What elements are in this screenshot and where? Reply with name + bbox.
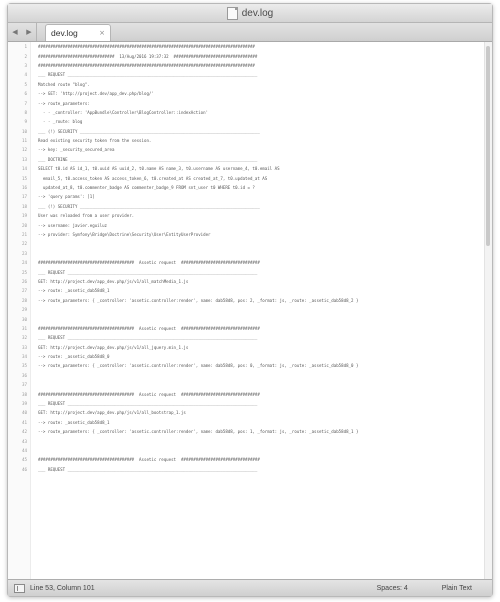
code-line[interactable] xyxy=(21,211,484,220)
tab-navigation xyxy=(8,23,37,41)
code-line[interactable] xyxy=(21,399,484,408)
line-text: GET: http://project.dev/app_dev.php/js/v1/all_matchMedia_1.js xyxy=(38,278,189,284)
code-line[interactable] xyxy=(21,296,484,305)
code-line[interactable] xyxy=(24,89,484,98)
line-number: 26 xyxy=(21,278,27,284)
line-text: --> route: _assetic_dab58d8_0 xyxy=(38,354,110,360)
code-line[interactable] xyxy=(21,333,484,342)
line-text: ___ REQUEST _____________________________________________________________________________ xyxy=(38,72,258,78)
line-text: ####################################### Assetic request ################################ xyxy=(38,325,260,331)
line-number: 37 xyxy=(21,382,27,388)
line-text: ############################### 13/Aug/2016 19:37:32 ################################## xyxy=(38,53,258,59)
line-number: 32 xyxy=(21,335,27,341)
line-text: ####################################### Assetic request ################################ xyxy=(38,260,260,266)
code-line[interactable] xyxy=(21,427,484,436)
code-line[interactable] xyxy=(21,267,484,276)
code-line[interactable] xyxy=(21,183,484,192)
line-text: --> username: javier.eguiluz xyxy=(38,222,108,228)
tab-label: dev.log xyxy=(51,28,78,38)
code-line[interactable] xyxy=(21,361,484,370)
line-number: 16 xyxy=(21,185,27,191)
line-text: · · _route: blog xyxy=(38,119,83,125)
line-text: ######################################################################################## xyxy=(38,62,255,68)
editor-window xyxy=(7,3,493,597)
code-line[interactable] xyxy=(21,220,484,229)
line-number: 13 xyxy=(21,156,27,162)
line-text: ___ (!) SECURITY _________________________________________________________________________ xyxy=(38,203,260,209)
line-text: User was reloaded from a user provider. xyxy=(38,213,135,219)
code-line[interactable] xyxy=(21,258,484,267)
line-number: 25 xyxy=(21,269,27,275)
line-text: --> key: _security_secured_area xyxy=(38,147,115,153)
line-text: SELECT t0.id AS id_1, t0.uuid AS uuid_2, t0.name AS name_3, t0.username AS username_4, t0.email AS xyxy=(38,166,280,172)
line-number: 11 xyxy=(21,138,27,144)
line-number: 6 xyxy=(24,91,27,97)
line-number: 46 xyxy=(21,466,27,472)
line-number: 8 xyxy=(24,109,27,115)
line-number: 23 xyxy=(21,250,27,256)
code-line[interactable] xyxy=(24,98,484,107)
line-text: · · _controller: 'AppBundle\Controller\BlogController::indexAction' xyxy=(38,109,209,115)
line-number: 45 xyxy=(21,457,27,463)
title-bar xyxy=(8,4,492,23)
line-text: --> route_parameters: { _controller: 'assetic.controller:render', name: dab58d8, pos: 1, _format: js, _route: _assetic_dab58d8_1 } xyxy=(38,429,359,435)
line-text: updated_at_8, t0.commenter_badge AS commenter_badge_9 FROM snt_user t0 WHERE t0.id = ? xyxy=(38,185,255,191)
code-line[interactable] xyxy=(21,145,484,154)
code-line[interactable] xyxy=(21,249,484,258)
status-bar xyxy=(8,579,492,596)
line-text: GET: http://project.dev/app_dev.php/js/v1/all_jquery.min_1.js xyxy=(38,344,189,350)
line-number: 42 xyxy=(21,429,27,435)
code-line[interactable] xyxy=(21,305,484,314)
line-number: 17 xyxy=(21,194,27,200)
code-line[interactable] xyxy=(21,371,484,380)
code-line[interactable] xyxy=(21,239,484,248)
line-number: 35 xyxy=(21,363,27,369)
line-number: 22 xyxy=(21,241,27,247)
scrollbar-thumb[interactable] xyxy=(486,46,490,246)
code-line[interactable] xyxy=(21,202,484,211)
tab-bar xyxy=(8,23,492,42)
code-line[interactable] xyxy=(21,136,484,145)
tab-dev-log[interactable] xyxy=(45,24,111,41)
line-text: ___ REQUEST _____________________________________________________________________________ xyxy=(38,401,258,407)
code-line[interactable] xyxy=(21,436,484,445)
code-line[interactable] xyxy=(21,155,484,164)
line-number: 12 xyxy=(21,147,27,153)
line-number: 19 xyxy=(21,213,27,219)
code-line[interactable] xyxy=(21,192,484,201)
code-line[interactable] xyxy=(21,465,484,474)
code-line[interactable] xyxy=(24,80,484,89)
line-text: ######################################################################################## xyxy=(38,44,255,50)
line-text: --> provider: Symfony\Bridge\Doctrine\Security\User\EntityUserProvider xyxy=(38,232,211,237)
line-number: 14 xyxy=(21,166,27,172)
code-area[interactable] xyxy=(21,42,484,580)
code-line[interactable] xyxy=(21,127,484,136)
line-number: 20 xyxy=(21,222,27,228)
forward-arrow-icon[interactable]: ▶ xyxy=(26,28,32,36)
line-number: 7 xyxy=(24,100,27,106)
line-number: 5 xyxy=(24,81,27,87)
line-number: 9 xyxy=(24,119,27,125)
code-line[interactable] xyxy=(21,230,484,239)
code-line[interactable] xyxy=(21,418,484,427)
panel-toggle-icon[interactable] xyxy=(14,584,25,593)
line-text: --> route_parameters: { _controller: 'assetic.controller:render', name: dab58d8, pos: 0, _format: js, _route: _assetic_dab58d8_0 } xyxy=(38,363,359,369)
line-text: --> GET: 'http://project.dev/app_dev.php/blog/' xyxy=(38,91,154,97)
code-line[interactable] xyxy=(21,380,484,389)
line-number: 10 xyxy=(21,128,27,134)
document-icon xyxy=(227,7,238,20)
syntax-mode[interactable]: Plain Text xyxy=(441,584,472,592)
code-line[interactable] xyxy=(21,389,484,398)
code-line[interactable] xyxy=(24,117,484,126)
line-number: 39 xyxy=(21,401,27,407)
code-line[interactable] xyxy=(21,324,484,333)
line-text: ___ REQUEST _____________________________________________________________________________ xyxy=(38,466,258,472)
line-text: ___ DOCTRINE ____________________________________________________________________________ xyxy=(38,156,258,162)
line-number: 2 xyxy=(24,53,27,59)
code-line[interactable] xyxy=(24,108,484,117)
code-line[interactable] xyxy=(21,314,484,323)
line-text: email_5, t0.access_token AS access_token_6, t0.created_at AS created_at_7, t0.updated_at AS xyxy=(38,175,268,181)
vertical-scrollbar[interactable] xyxy=(484,42,492,580)
line-number: 1 xyxy=(24,44,27,50)
cursor-position: Line 53, Column 101 xyxy=(30,584,95,592)
code-line[interactable] xyxy=(21,277,484,286)
line-text: --> route_parameters: xyxy=(38,100,90,106)
code-line[interactable] xyxy=(21,455,484,464)
code-line[interactable] xyxy=(24,42,484,51)
line-text: ___ REQUEST _____________________________________________________________________________ xyxy=(38,269,258,275)
code-line[interactable] xyxy=(21,446,484,455)
line-text: ####################################### Assetic request ################################ xyxy=(38,457,260,463)
line-number: 29 xyxy=(21,307,27,313)
line-text: Read existing security token from the session. xyxy=(38,138,152,144)
line-number: 41 xyxy=(21,419,27,425)
line-text: ####################################### Assetic request ################################ xyxy=(38,391,260,397)
line-number: 43 xyxy=(21,438,27,444)
line-text: --> route: _assetic_dab58d8_1 xyxy=(38,288,110,294)
line-text: GET: http://project.dev/app_dev.php/js/v1/all_bootstrap_1.js xyxy=(38,410,186,416)
line-text: ___ REQUEST _____________________________________________________________________________ xyxy=(38,335,258,341)
line-number: 4 xyxy=(24,72,27,78)
code-line[interactable] xyxy=(21,408,484,417)
text-editor[interactable] xyxy=(8,42,492,580)
line-number: 33 xyxy=(21,344,27,350)
line-number: 40 xyxy=(21,410,27,416)
window-title: dev.log xyxy=(241,7,274,19)
line-number: 18 xyxy=(21,203,27,209)
line-number: 30 xyxy=(21,316,27,322)
line-number: 21 xyxy=(21,232,27,237)
close-icon[interactable]: × xyxy=(99,29,105,37)
back-arrow-icon[interactable]: ◀ xyxy=(12,28,18,36)
line-number: 31 xyxy=(21,325,27,331)
code-line[interactable] xyxy=(21,352,484,361)
line-number: 36 xyxy=(21,372,27,378)
line-number: 34 xyxy=(21,354,27,360)
line-number: 24 xyxy=(21,260,27,266)
line-number: 28 xyxy=(21,297,27,303)
code-line[interactable] xyxy=(21,343,484,352)
code-line[interactable] xyxy=(24,61,484,70)
line-text: Matched route "blog". xyxy=(38,81,90,87)
line-number: 15 xyxy=(21,175,27,181)
line-number: 38 xyxy=(21,391,27,397)
line-text: ___ (!) SECURITY _________________________________________________________________________ xyxy=(38,128,260,134)
code-line[interactable] xyxy=(24,51,484,60)
line-number: 27 xyxy=(21,288,27,294)
code-line[interactable] xyxy=(24,70,484,79)
code-line[interactable] xyxy=(21,164,484,173)
line-number: 44 xyxy=(21,447,27,453)
line-text: --> route: _assetic_dab58d8_1 xyxy=(38,419,110,425)
line-text: --> route_parameters: { _controller: 'assetic.controller:render', name: dab58d8, pos: 2, _format: js, _route: _assetic_dab58d8_2 } xyxy=(38,297,359,303)
code-line[interactable] xyxy=(21,173,484,182)
code-line[interactable] xyxy=(21,286,484,295)
line-number: 3 xyxy=(24,62,27,68)
indentation-setting[interactable]: Spaces: 4 xyxy=(376,584,408,592)
line-text: --> 'query params': [1] xyxy=(38,194,95,200)
